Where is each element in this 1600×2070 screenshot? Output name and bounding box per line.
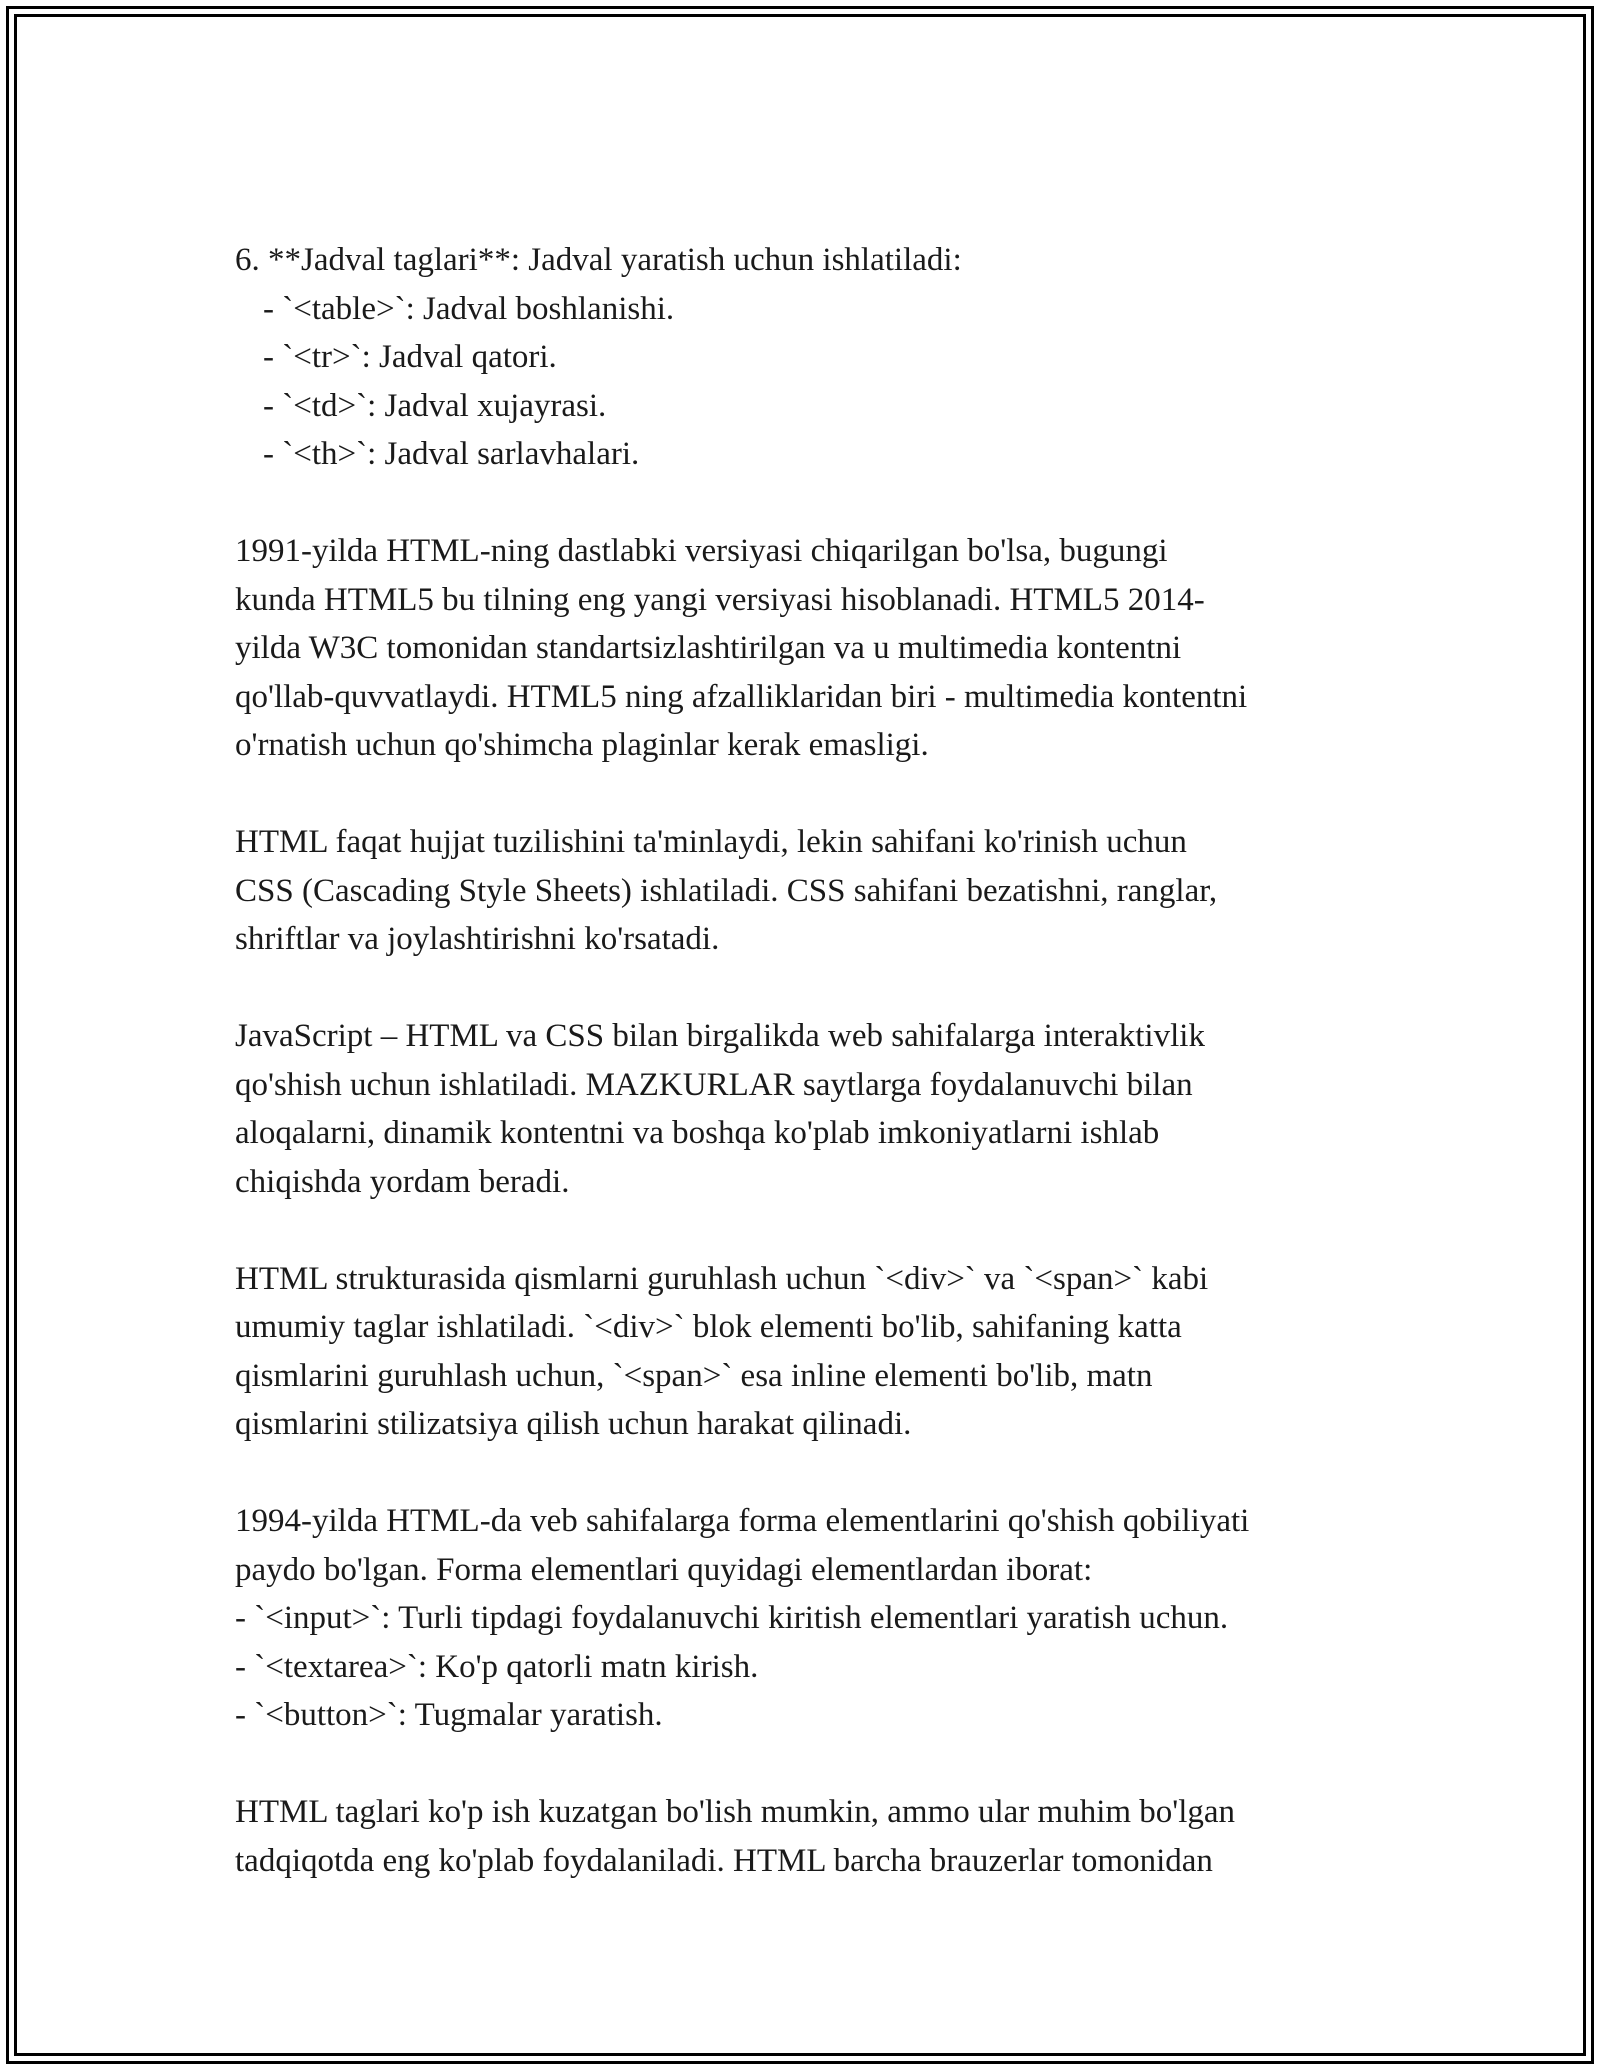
list-item: - `<td>`: Jadval xujayrasi.: [263, 387, 607, 424]
paragraph-gap: [235, 1740, 1385, 1789]
paragraph-html-usage: [235, 1788, 1385, 1885]
paragraph-line: qo'shish uchun ishlatiladi. MAZKURLAR saytlarga foydalanuvchi bilan: [235, 1066, 1193, 1103]
list-item: - `<textarea>`: Ko'p qatorli matn kirish.: [235, 1648, 759, 1685]
paragraph-html5-history: [235, 527, 1385, 770]
paragraph-gap: [235, 479, 1385, 528]
paragraph-gap: [235, 1206, 1385, 1255]
paragraph-div-span: [235, 1255, 1385, 1449]
section-heading: 6. **Jadval taglari**: Jadval yaratish uchun ishlatiladi:: [235, 242, 962, 278]
paragraph-line: kunda HTML5 bu tilning eng yangi versiyasi hisoblanadi. HTML5 2014-: [235, 581, 1205, 618]
paragraph-line: chiqishda yordam beradi.: [235, 1163, 570, 1200]
paragraph-line: aloqalarni, dinamik kontentni va boshqa ko'plab imkoniyatlarni ishlab: [235, 1115, 1160, 1151]
paragraph-forms: [235, 1497, 1385, 1740]
paragraph-javascript: [235, 1012, 1385, 1206]
paragraph-line: paydo bo'lgan. Forma elementlari quyidagi elementlardan iborat:: [235, 1551, 1093, 1588]
paragraph-line: o'rnatish uchun qo'shimcha plaginlar kerak emasligi.: [235, 727, 929, 763]
paragraph-line: HTML strukturasida qismlarni guruhlash uchun `<div>` va `<span>` kabi: [235, 1260, 1209, 1297]
paragraph-line: qismlarini stilizatsiya qilish uchun harakat qilinadi.: [235, 1406, 912, 1442]
paragraph-line: umumiy taglar ishlatiladi. `<div>` blok elementi bo'lib, sahifaning katta: [235, 1309, 1182, 1345]
paragraph-gap: [235, 1449, 1385, 1498]
paragraph-line: qo'llab-quvvatlaydi. HTML5 ning afzalliklaridan biri - multimedia kontentni: [235, 678, 1248, 715]
paragraph-line: shriftlar va joylashtirishni ko'rsatadi.: [235, 921, 720, 957]
list-item: - `<input>`: Turli tipdagi foydalanuvchi kiritish elementlari yaratish uchun.: [235, 1600, 1229, 1636]
paragraph-line: HTML taglari ko'p ish kuzatgan bo'lish mumkin, ammo ular muhim bo'lgan: [235, 1794, 1236, 1830]
paragraph-line: HTML faqat hujjat tuzilishini ta'minlaydi, lekin sahifani ko'rinish uchun: [235, 824, 1187, 860]
paragraph-line: yilda W3C tomonidan standartsizlashtirilgan va u multimedia kontentni: [235, 630, 1182, 666]
paragraph-line: 1994-yilda HTML-da veb sahifalarga forma elementlarini qo'shish qobiliyati: [235, 1503, 1250, 1539]
document-body: [235, 236, 1385, 1885]
paragraph-css: [235, 818, 1385, 964]
paragraph-line: 1991-yilda HTML-ning dastlabki versiyasi chiqarilgan bo'lsa, bugungi: [235, 533, 1168, 569]
list-item: - `<th>`: Jadval sarlavhalari.: [263, 436, 640, 472]
paragraph-line: tadqiqotda eng ko'plab foydalaniladi. HTML barcha brauzerlar tomonidan: [235, 1842, 1213, 1879]
list-item: - `<table>`: Jadval boshlanishi.: [263, 290, 675, 327]
paragraph-line: CSS (Cascading Style Sheets) ishlatiladi. CSS sahifani bezatishni, ranglar,: [235, 872, 1218, 909]
paragraph-gap: [235, 964, 1385, 1013]
section-table-tags: [235, 236, 1385, 479]
paragraph-line: qismlarini guruhlash uchun, `<span>` esa inline elementi bo'lib, matn: [235, 1357, 1153, 1394]
list-item: - `<button>`: Tugmalar yaratish.: [235, 1697, 663, 1733]
list-item: - `<tr>`: Jadval qatori.: [263, 339, 557, 375]
paragraph-line: JavaScript – HTML va CSS bilan birgalikda web sahifalarga interaktivlik: [235, 1018, 1205, 1054]
paragraph-gap: [235, 770, 1385, 819]
